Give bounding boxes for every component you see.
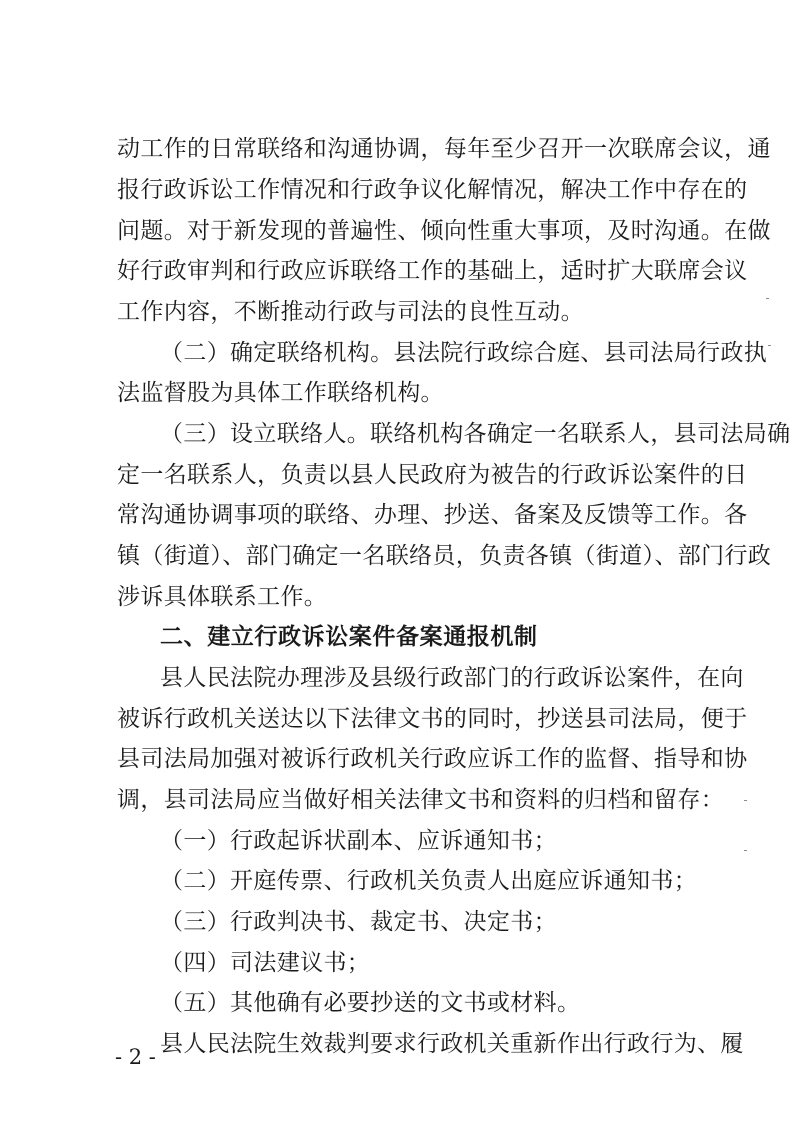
body-line: 涉诉具体联系工作。 xyxy=(117,584,328,610)
scan-speck xyxy=(744,850,747,851)
list-item: （五）其他确有必要抄送的文书或材料。 xyxy=(160,990,581,1016)
list-item: （四）司法建议书； xyxy=(160,950,371,976)
body-line: （二）确定联络机构。县法院行政综合庭、县司法局行政执 xyxy=(160,340,768,366)
body-line: 工作内容，不断推动行政与司法的良性互动。 xyxy=(117,299,584,325)
scan-speck xyxy=(766,298,769,299)
page-number: - 2 - xyxy=(115,1045,156,1069)
body-line: 县人民法院办理涉及县级行政部门的行政诉讼案件，在向 xyxy=(160,665,744,691)
list-item: （二）开庭传票、行政机关负责人出庭应诉通知书； xyxy=(160,868,698,894)
body-line: 县人民法院生效裁判要求行政机关重新作出行政行为、履 xyxy=(160,1031,744,1057)
body-line: 法监督股为具体工作联络机构。 xyxy=(117,380,444,406)
list-item: （一）行政起诉状副本、应诉通知书； xyxy=(160,828,557,854)
scan-speck xyxy=(744,800,747,801)
body-line: 好行政审判和行政应诉联络工作的基础上，适时扩大联席会议 xyxy=(117,258,748,284)
body-line: 县司法局加强对被诉行政机关行政应诉工作的监督、指导和协 xyxy=(117,746,748,772)
body-line: 动工作的日常联络和沟通协调，每年至少召开一次联席会议，通 xyxy=(117,136,771,162)
body-line: 报行政诉讼工作情况和行政争议化解情况，解决工作中存在的 xyxy=(117,177,748,203)
scan-speck xyxy=(768,345,771,346)
body-line: 定一名联系人，负责以县人民政府为被告的行政诉讼案件的日 xyxy=(117,462,748,488)
body-line: 常沟通协调事项的联络、办理、抄送、备案及反馈等工作。各 xyxy=(117,502,748,528)
section-heading: 二、建立行政诉讼案件备案通报机制 xyxy=(160,624,538,650)
body-line: 问题。对于新发现的普遍性、倾向性重大事项，及时沟通。在做 xyxy=(117,218,771,244)
body-line: 被诉行政机关送达以下法律文书的同时，抄送县司法局，便于 xyxy=(117,706,748,732)
body-line: 镇（街道）、部门确定一名联络员，负责各镇（街道）、部门行政 xyxy=(117,543,772,569)
list-item: （三）行政判决书、裁定书、决定书； xyxy=(160,909,557,935)
body-line: （三）设立联络人。联络机构各确定一名联系人，县司法局确 xyxy=(160,421,791,447)
body-line: 调，县司法局应当做好相关法律文书和资料的归档和留存： xyxy=(117,787,725,813)
